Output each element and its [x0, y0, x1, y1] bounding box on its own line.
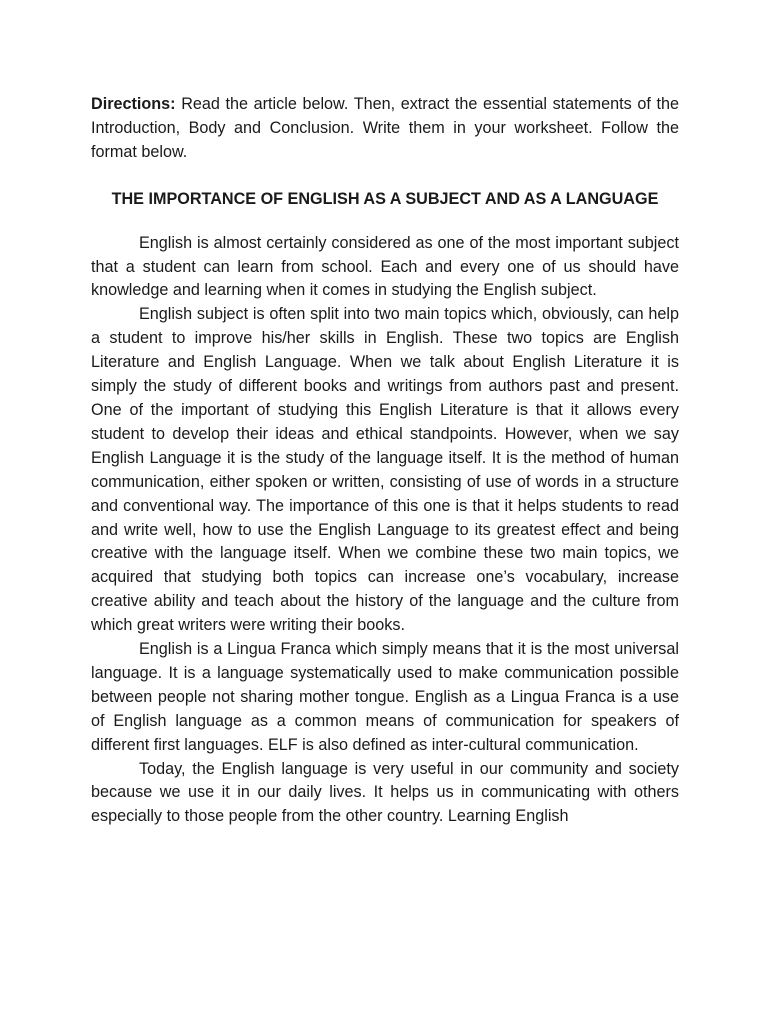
directions-label: Directions: [91, 95, 176, 113]
article-paragraph-3: English is a Lingua Franca which simply means that it is the most universal language. It is a language systematically used to make communication possible between people not sharing mother tongue. English as a Lingua Franca is a use of English language as a common means of communication for speakers of different first languages. ELF is also defined as inter-cultural communication. [91, 640, 679, 754]
article-paragraph-4: Today, the English language is very useful in our community and society because we use it in our daily lives. It helps us in communicating with others especially to those people from the other country. Learning English [91, 759, 679, 826]
article-title: THE IMPORTANCE OF ENGLISH AS A SUBJECT AND AS A LANGUAGE [111, 189, 659, 208]
directions-paragraph [91, 93, 679, 165]
directions-text: Read the article below. Then, extract the essential statements of the Introduction, Body and Conclusion. Write them in your worksheet. Follow the format below. [91, 95, 679, 161]
document-page [91, 93, 679, 829]
article-paragraph-2: English subject is often split into two main topics which, obviously, can help a student to improve his/her skills in English. These two topics are English Literature and English Language. When we talk about English Literature it is simply the study of different books and writings from authors past and present. One of the important of studying this English Literature is that it allows every student to develop their ideas and ethical standpoints. However, when we say English Language it is the study of the language itself. It is the method of human communication, either spoken or written, consisting of use of words in a structure and conventional way. The importance of this one is that it helps students to read and write well, how to use the English Language to its greatest effect and being creative with the language itself. When we combine these two main topics, we acquired that studying both topics can increase one’s vocabulary, increase creative ability and teach about the history of the language and the culture from which great writers were writing their books. [91, 305, 679, 635]
article-paragraph-1: English is almost certainly considered as one of the most important subject that a student can learn from school. Each and every one of us should have knowledge and learning when it comes in studying the English subject. [91, 233, 679, 300]
